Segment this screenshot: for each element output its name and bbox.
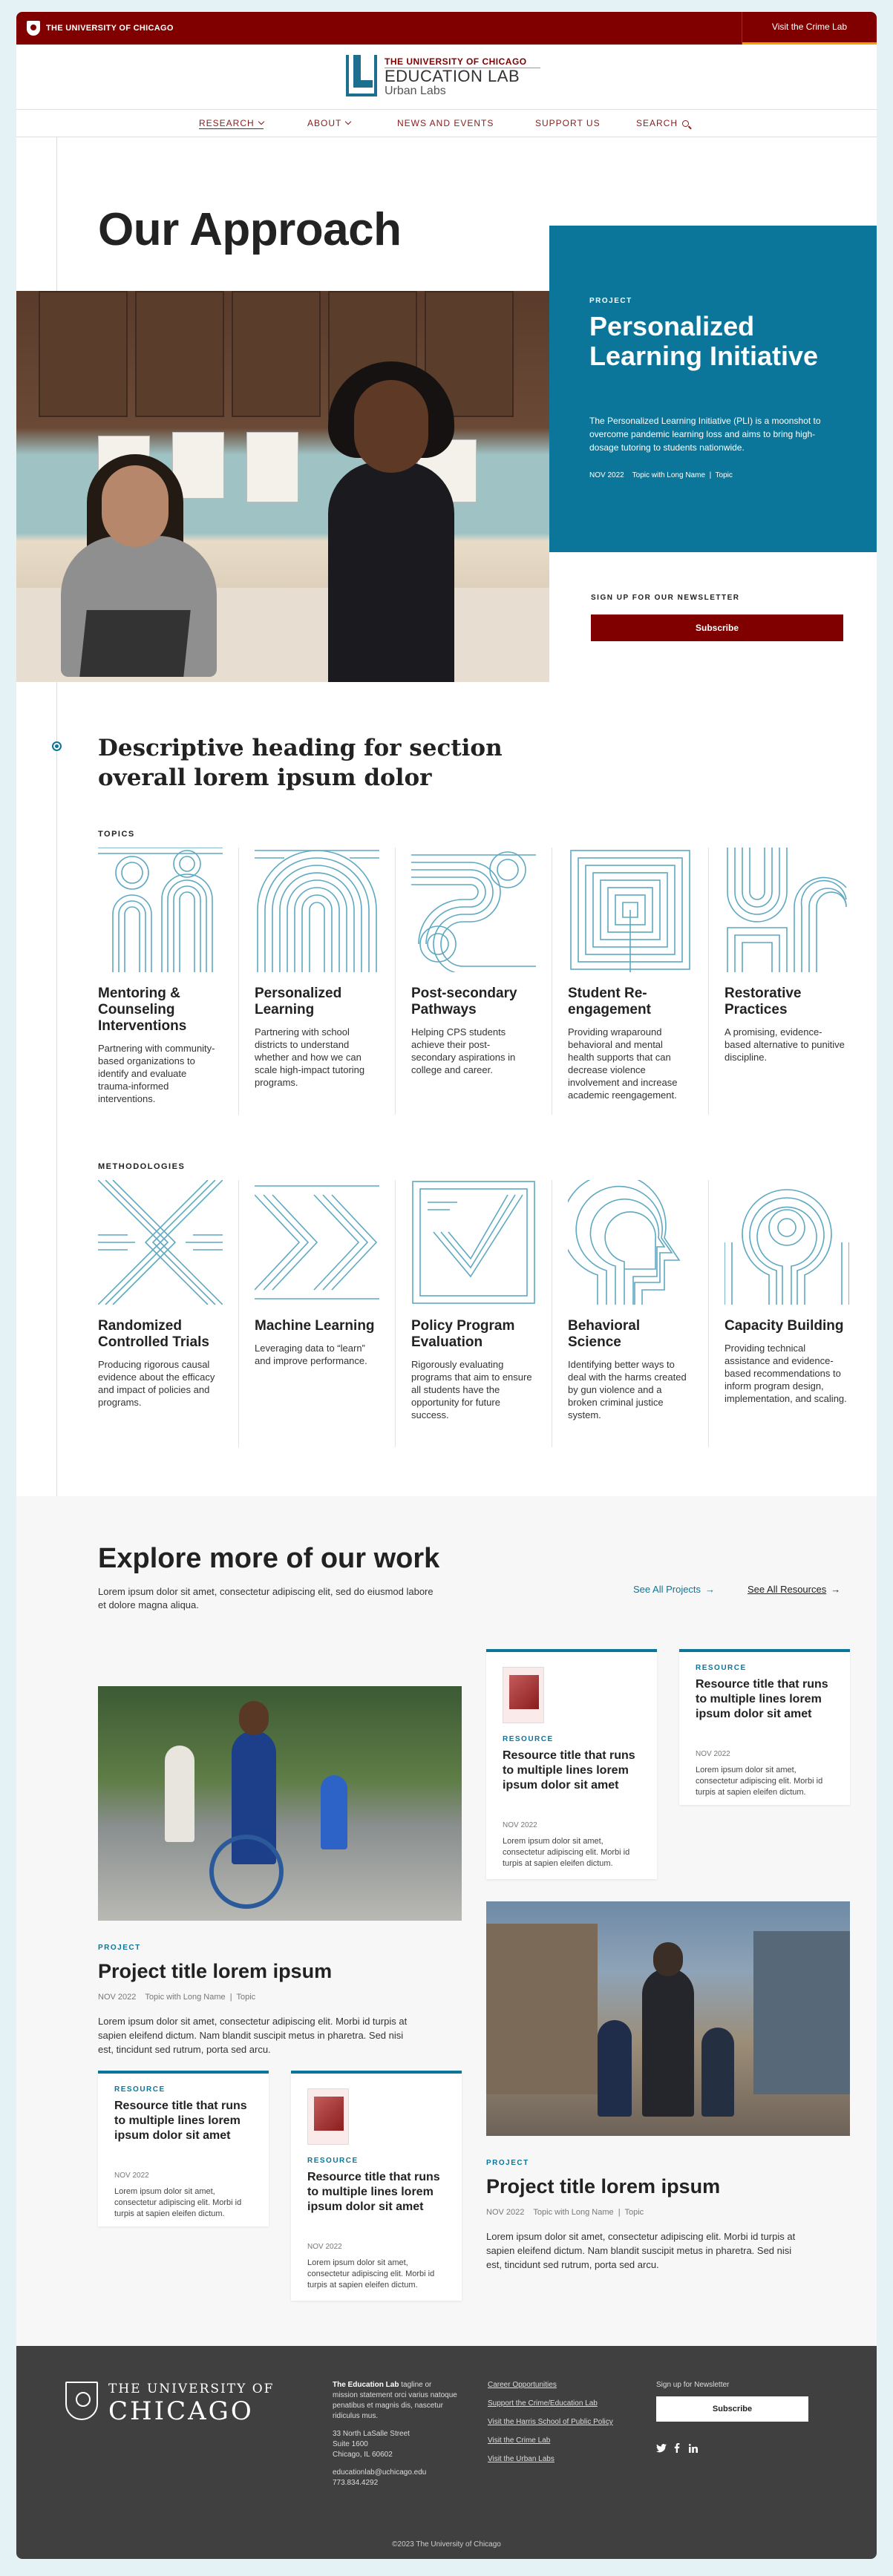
main-nav <box>16 109 877 137</box>
footer-tagline: tagline or mission statement orci varius natoque penatibus et magnis dis, nascetur ridiculus mus. <box>333 2381 457 2420</box>
resource-description: Lorem ipsum dolor sit amet, consectetur adipiscing elit. Morbi id turpis at sapien eleifen dictum. <box>503 1837 630 1868</box>
capacity-building-pattern-icon <box>724 1180 849 1305</box>
resource-card[interactable] <box>291 2071 462 2301</box>
resource-title: Resource title that runs to multiple lines lorem ipsum dolor sit amet <box>503 1749 635 1792</box>
nav-search-label: SEARCH <box>636 118 678 128</box>
footer-address2: Suite 1600 <box>333 2440 368 2448</box>
uchicago-brand-link[interactable] <box>27 21 174 36</box>
featured-meta: NOV 2022 Topic with Long Name | Topic <box>589 471 733 479</box>
footer-link-urban-labs[interactable]: Visit the Urban Labs <box>488 2455 555 2463</box>
facebook-icon[interactable] <box>674 2443 680 2455</box>
search-icon <box>682 120 689 127</box>
topic-title: Post-secondary Pathways <box>411 986 517 1017</box>
topic-card[interactable] <box>255 848 396 1115</box>
featured-project-card[interactable] <box>549 226 877 552</box>
topic-title: Restorative Practices <box>724 986 802 1017</box>
page-title: Our Approach <box>98 204 402 255</box>
project-title[interactable]: Project title lorem ipsum <box>486 2175 721 2198</box>
topic-description: Partnering with school districts to understand whether and how we can scale high-impact tutoring programs. <box>255 1026 365 1088</box>
resource-title: Resource title that runs to multiple lines lorem ipsum dolor sit amet <box>696 1678 828 1720</box>
topic-card[interactable] <box>411 848 552 1115</box>
footer-link-crime-lab[interactable]: Visit the Crime Lab <box>488 2436 551 2445</box>
section-heading: Descriptive heading for section overall lorem ipsum dolor <box>98 735 503 791</box>
logo-lab-text: EDUCATION LAB <box>385 67 520 85</box>
personalized-pattern-icon <box>255 848 379 972</box>
nav-research-label: RESEARCH <box>199 118 255 128</box>
see-all-projects-label: See All Projects <box>633 1584 701 1595</box>
resource-kicker: RESOURCE <box>114 2085 166 2094</box>
topic-card[interactable] <box>724 848 866 1115</box>
resource-description: Lorem ipsum dolor sit amet, consectetur adipiscing elit. Morbi id turpis at sapien eleifen dictum. <box>696 1766 823 1797</box>
site-footer <box>16 2346 877 2559</box>
arrow-right-icon: → <box>705 1584 716 1595</box>
methodology-title: Capacity Building <box>724 1318 844 1334</box>
see-all-resources-link[interactable] <box>748 1584 840 1595</box>
logo-university-text: THE UNIVERSITY OF CHICAGO <box>385 56 527 67</box>
resource-title: Resource title that runs to multiple lines lorem ipsum dolor sit amet <box>307 2171 440 2213</box>
topic-description: Providing wraparound behavioral and mental health supports that can decrease violence involvement and increase academic reengagement. <box>568 1026 678 1101</box>
visit-crime-lab-link[interactable]: Visit the Crime Lab <box>742 12 877 45</box>
footer-address1: 33 North LaSalle Street <box>333 2430 410 2438</box>
footer-links <box>488 2380 613 2473</box>
methodology-title: Policy Program Evaluation <box>411 1318 515 1350</box>
resource-title: Resource title that runs to multiple lines lorem ipsum dolor sit amet <box>114 2100 247 2142</box>
project-photo-city-walk[interactable] <box>486 1901 850 2136</box>
footer-newsletter-label: Sign up for Newsletter <box>656 2381 730 2389</box>
footer-address3: Chicago, IL 60602 <box>333 2451 393 2459</box>
behavioral-science-pattern-icon <box>568 1180 693 1305</box>
topics-label: TOPICS <box>98 830 135 839</box>
methodology-card[interactable] <box>724 1180 866 1447</box>
uchicago-crest-icon <box>65 2382 98 2420</box>
methodology-description: Rigorously evaluating programs that aim to ensure all students have the opportunity for future success. <box>411 1359 532 1420</box>
logo-urban-labs-text: Urban Labs <box>385 85 446 97</box>
see-all-projects-link[interactable] <box>633 1584 715 1595</box>
education-lab-mark-icon <box>346 55 377 96</box>
explore-subtitle: Lorem ipsum dolor sit amet, consectetur adipiscing elit, sed do eiusmod labore et dolore magna aliqua. <box>98 1586 434 1610</box>
topic-title: Mentoring & Counseling Interventions <box>98 986 187 1034</box>
resource-thumbnail <box>503 1667 544 1723</box>
project-meta: NOV 2022 Topic with Long Name | Topic <box>486 2208 644 2217</box>
topics-grid <box>98 848 866 1115</box>
methodology-title: Behavioral Science <box>568 1318 641 1350</box>
featured-kicker: PROJECT <box>589 297 632 305</box>
explore-title: Explore more of our work <box>98 1543 440 1574</box>
footer-org-name: The Education Lab <box>333 2381 399 2389</box>
see-all-resources-label: See All Resources <box>748 1584 827 1595</box>
project-photo-bikes[interactable] <box>98 1686 462 1921</box>
methodology-card[interactable] <box>255 1180 396 1447</box>
resource-date: NOV 2022 <box>696 1750 730 1758</box>
uchicago-brand-text: THE UNIVERSITY OF CHICAGO <box>46 24 174 33</box>
resource-description: Lorem ipsum dolor sit amet, consectetur adipiscing elit. Morbi id turpis at sapien eleifen dictum. <box>307 2258 435 2290</box>
methodologies-grid <box>98 1180 866 1447</box>
footer-logo-line1: THE UNIVERSITY OF <box>108 2382 275 2396</box>
topic-description: A promising, evidence-based alternative to punitive discipline. <box>724 1026 845 1063</box>
methodology-title: Machine Learning <box>255 1318 375 1334</box>
methodology-description: Leveraging data to “learn” and improve performance. <box>255 1343 367 1366</box>
chevron-down-icon <box>258 119 264 125</box>
resource-card[interactable] <box>98 2071 269 2226</box>
resource-thumbnail <box>307 2088 349 2145</box>
resource-card[interactable] <box>486 1649 657 1879</box>
footer-about <box>333 2380 459 2488</box>
nav-about-label: ABOUT <box>307 118 342 128</box>
methodology-card[interactable] <box>411 1180 552 1447</box>
nav-about[interactable] <box>307 118 350 128</box>
featured-description: The Personalized Learning Initiative (PLI) is a moonshot to overcome pandemic learning loss and aims to bring high-dosage tutoring to students nationwide. <box>589 416 821 453</box>
methodologies-label: METHODOLOGIES <box>98 1162 186 1171</box>
resource-date: NOV 2022 <box>307 2243 342 2251</box>
newsletter-subscribe-button[interactable]: Subscribe <box>591 614 843 641</box>
resource-kicker: RESOURCE <box>307 2157 359 2165</box>
footer-uchicago-logo[interactable] <box>65 2380 281 2425</box>
timeline-dot-icon <box>52 741 62 751</box>
nav-research[interactable] <box>199 118 264 129</box>
footer-link-careers[interactable]: Career Opportunities <box>488 2381 557 2389</box>
nav-support-us[interactable]: SUPPORT US <box>535 118 601 128</box>
methodology-card[interactable] <box>98 1180 239 1447</box>
resource-date: NOV 2022 <box>503 1821 537 1829</box>
evaluation-pattern-icon <box>411 1180 536 1305</box>
topic-description: Helping CPS students achieve their post-secondary aspirations in college and career. <box>411 1026 516 1075</box>
mentoring-pattern-icon <box>98 848 223 972</box>
project-kicker: PROJECT <box>98 1944 141 1952</box>
topic-title: Student Re-engagement <box>568 986 651 1017</box>
reengagement-pattern-icon <box>568 848 693 972</box>
project-title[interactable]: Project title lorem ipsum <box>98 1960 333 1982</box>
nav-news-events[interactable]: NEWS AND EVENTS <box>397 118 494 128</box>
project-description: Lorem ipsum dolor sit amet, consectetur adipiscing elit. Morbi id turpis at sapien eleifend dictum. Nam blandit suscipit metus in pharetra. Sed nisi est, tincidunt sed rutrum, porta sed arcu. <box>98 2016 408 2055</box>
linkedin-icon[interactable] <box>689 2443 698 2455</box>
rct-pattern-icon <box>98 1180 223 1305</box>
resource-kicker: RESOURCE <box>696 1664 747 1672</box>
twitter-icon[interactable] <box>656 2443 667 2455</box>
project-kicker: PROJECT <box>486 2159 529 2167</box>
machine-learning-pattern-icon <box>255 1180 379 1305</box>
resource-kicker: RESOURCE <box>503 1735 554 1743</box>
project-meta: NOV 2022 Topic with Long Name | Topic <box>98 1993 256 2002</box>
methodology-title: Randomized Controlled Trials <box>98 1318 209 1350</box>
pathways-pattern-icon <box>411 848 536 972</box>
chevron-down-icon <box>345 119 351 125</box>
topic-title: Personalized Learning <box>255 986 342 1017</box>
top-bar <box>16 12 877 45</box>
resource-description: Lorem ipsum dolor sit amet, consectetur adipiscing elit. Morbi id turpis at sapien eleifen dictum. <box>114 2187 242 2218</box>
methodology-description: Identifying better ways to deal with the harms created by gun violence and a broken criminal justice system. <box>568 1359 687 1420</box>
arrow-right-icon: → <box>831 1584 841 1595</box>
footer-email[interactable]: educationlab@uchicago.edu <box>333 2468 427 2477</box>
education-lab-logo[interactable] <box>346 53 554 98</box>
methodology-card[interactable] <box>568 1180 709 1447</box>
topic-card[interactable] <box>568 848 709 1115</box>
resource-date: NOV 2022 <box>114 2172 149 2180</box>
page <box>16 12 877 2559</box>
footer-link-support[interactable]: Support the Crime/Education Lab <box>488 2399 598 2408</box>
topic-description: Partnering with community-based organizations to identify and evaluate trauma-informed interventions. <box>98 1043 215 1104</box>
uchicago-shield-icon <box>27 21 40 36</box>
hero-classroom-photo <box>16 291 549 682</box>
methodology-description: Producing rigorous causal evidence about the efficacy and impact of policies and programs. <box>98 1359 215 1408</box>
methodology-description: Providing technical assistance and evidence-based recommendations to inform program design, implementation, and scaling. <box>724 1343 847 1404</box>
footer-subscribe-button[interactable]: Subscribe <box>656 2396 808 2422</box>
featured-title: Personalized Learning Initiative <box>589 311 819 371</box>
topic-card[interactable] <box>98 848 239 1115</box>
footer-phone: 773.834.4292 <box>333 2479 379 2487</box>
nav-search[interactable] <box>636 118 689 128</box>
newsletter-label: SIGN UP FOR OUR NEWSLETTER <box>591 594 740 602</box>
footer-logo-line2: CHICAGO <box>108 2396 254 2426</box>
footer-copyright: ©2023 The University of Chicago <box>392 2540 501 2549</box>
restorative-pattern-icon <box>724 848 849 972</box>
resource-card[interactable] <box>679 1649 850 1805</box>
footer-link-harris[interactable]: Visit the Harris School of Public Policy <box>488 2418 613 2426</box>
project-description: Lorem ipsum dolor sit amet, consectetur adipiscing elit. Morbi id turpis at sapien eleifend dictum. Nam blandit suscipit metus in pharetra. Sed nisi est, tincidunt sed rutrum, porta sed arcu. <box>486 2231 796 2270</box>
